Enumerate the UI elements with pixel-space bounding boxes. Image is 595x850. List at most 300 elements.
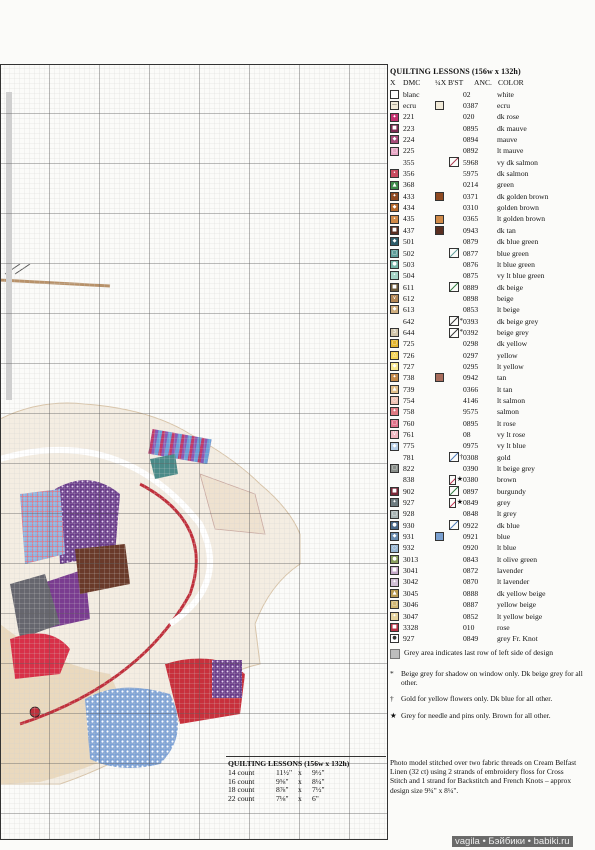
legend-row [390,565,590,576]
symbol-cell [390,339,401,348]
count-rows [226,769,386,803]
symbol-swatch: ○ [390,544,399,553]
symbol-cell [390,578,401,587]
legend-row [390,372,590,383]
anchor-number: 0975 [463,441,479,451]
symbol-swatch: ✦ [390,612,399,621]
dmc-number: 902 [403,486,415,496]
legend-row [390,520,590,531]
symbol-swatch: ✦ [390,498,399,507]
legend-row [390,236,590,247]
legend-row [390,338,590,349]
legend-row [390,633,590,644]
backstitch-swatch [449,475,456,485]
anchor-number: 0870 [463,577,479,587]
color-name: lt yellow [497,361,524,371]
count-cell: x [298,793,302,803]
legend-row [390,554,590,565]
color-name: yellow [497,350,518,360]
symbol-swatch: ✦ [390,373,399,382]
grey-swatch [390,649,400,659]
symbol-swatch: ● [390,260,399,269]
count-cell: x [298,785,302,795]
symbol-cell [390,90,401,99]
symbol-cell [390,305,401,314]
count-cell: 8⅞" [276,785,289,795]
backstitch-swatch [449,282,459,292]
backstitch-mark: † [459,452,463,461]
dmc-number: blanc [403,89,420,99]
dmc-number: 225 [403,146,415,156]
symbol-swatch: ■ [390,283,399,292]
anchor-number: 0371 [463,191,479,201]
symbol-cell [390,328,401,337]
symbol-swatch: ● [390,555,399,564]
symbol-cell [390,510,401,519]
symbol-cell [390,430,401,439]
color-name: burgundy [497,486,526,496]
anchor-number: 0392 [463,327,479,337]
symbol-swatch: ◆ [390,305,399,314]
symbol-swatch: ■ [390,226,399,235]
color-name: grey [497,498,511,508]
dmc-number: 368 [403,180,415,190]
quarter-cell [435,532,449,541]
color-name: lt rose [497,418,516,428]
color-name: lt beige [497,305,520,315]
dmc-number: 642 [403,316,415,326]
dmc-number: 3045 [403,588,419,598]
dmc-number: 927 [403,498,415,508]
legend-row [390,440,590,451]
dmc-number: 502 [403,248,415,258]
symbol-cell [390,600,401,609]
legend-row [390,282,590,293]
anchor-number: 0879 [463,237,479,247]
symbol-cell [390,135,401,144]
anchor-number: 0310 [463,203,479,213]
symbol-cell [390,271,401,280]
legend-row [390,179,590,190]
color-name: ecru [497,101,511,111]
symbol-swatch: △ [390,351,399,360]
symbol-swatch: ◆ [390,237,399,246]
color-name: dk beige [497,282,523,292]
count-cell: 18 count [228,785,255,795]
anchor-number: 0849 [463,634,479,644]
dmc-number: 3046 [403,600,419,610]
count-cell: x [298,768,302,777]
quarter-cell [435,373,449,382]
dmc-number: 927 [403,634,415,644]
fabric-count-table [226,756,386,849]
anchor-number: 0897 [463,486,479,496]
footnote-mark: * [390,668,394,678]
color-name: lavender [497,566,524,576]
legend-row [390,191,590,202]
backstitch-swatch [449,328,459,338]
backstitch-swatch [449,316,459,326]
color-name: dk yellow beige [497,588,546,598]
dmc-number: 754 [403,395,415,405]
footnote-text: Beige grey for shadow on window only. Dk beige grey for all other. [401,668,583,687]
anchor-number: 0365 [463,214,479,224]
footnotes [390,669,590,721]
symbol-swatch: ✦ [390,407,399,416]
quarter-stitch-swatch [435,192,444,201]
anchor-number: 0921 [463,532,479,542]
symbol-cell [390,215,401,224]
count-table-title: QUILTING LESSONS (156w x 132h) [228,759,350,768]
symbol-cell [390,373,401,382]
color-name: dk yellow [497,339,528,349]
color-name: lt grey [497,509,517,519]
symbol-swatch: ● [390,634,399,643]
color-name: dk mauve [497,123,527,133]
dmc-number: 611 [403,282,415,292]
legend-row [390,452,590,463]
symbol-swatch: ✦ [390,192,399,201]
anchor-number: 0853 [463,305,479,315]
symbol-cell [390,634,401,643]
dmc-number: 928 [403,509,415,519]
legend-row [390,168,590,179]
color-name: dk golden brown [497,191,549,201]
symbol-swatch [390,90,399,99]
count-cell: 7⅛" [276,793,289,803]
backstitch-swatch [449,520,459,530]
symbol-swatch: □ [390,339,399,348]
symbol-cell [390,101,401,110]
footnote-mark: † [390,694,394,704]
quarter-stitch-swatch [435,226,444,235]
color-name: beige grey [497,327,529,337]
dmc-number: 355 [403,157,415,167]
symbol-cell [390,555,401,564]
dmc-number: 838 [403,475,415,485]
anchor-number: 0942 [463,373,479,383]
backstitch-swatch [449,248,459,258]
legend-row [390,259,590,270]
anchor-number: 0895 [463,418,479,428]
dmc-number: 760 [403,418,415,428]
symbol-cell [390,226,401,235]
symbol-swatch: ◆ [390,203,399,212]
color-name: dk salmon [497,169,529,179]
anchor-number: 0849 [463,498,479,508]
color-name: lt blue [497,543,517,553]
color-name: lt mauve [497,146,524,156]
color-name: salmon [497,407,519,417]
legend-row [390,157,590,168]
dmc-number: 761 [403,430,415,439]
dmc-number: 931 [403,532,415,542]
symbol-swatch: ◆ [390,532,399,541]
symbol-cell [390,442,401,451]
color-name: yellow beige [497,600,537,610]
symbol-cell [390,362,401,371]
legend-row [390,599,590,610]
dmc-number: 3042 [403,577,419,587]
dmc-number: 726 [403,350,415,360]
legend-row [390,576,590,587]
dmc-number: ecru [403,101,417,111]
anchor-number: 0892 [463,146,479,156]
legend-row [390,293,590,304]
anchor-number: 0366 [463,384,479,394]
dmc-number: 503 [403,259,415,269]
dmc-number: 224 [403,135,415,145]
symbol-swatch: □ [390,147,399,156]
anchor-number: 0843 [463,554,479,564]
color-name: lt blue green [497,259,535,269]
color-name: vy lt blue green [497,271,545,281]
color-name: dk tan [497,225,516,235]
anchor-number: 0894 [463,135,479,145]
anchor-number: 0920 [463,543,479,553]
dmc-number: 3328 [403,622,419,632]
symbol-cell [390,203,401,212]
color-name: lt golden brown [497,214,546,224]
symbol-cell [390,294,401,303]
symbol-swatch: □ [390,249,399,258]
color-name: lt lavender [497,577,530,587]
symbol-cell [390,612,401,621]
anchor-number: 0888 [463,588,479,598]
anchor-number: 0295 [463,361,479,371]
color-name: lt beige grey [497,464,535,474]
symbol-swatch: ■ [390,623,399,632]
symbol-swatch: ■ [390,124,399,133]
backstitch-mark: ★ [456,498,463,507]
count-cell: 8¼" [312,776,325,786]
backstitch-cell [449,486,463,496]
dmc-number: 3041 [403,566,419,576]
dmc-number: 932 [403,543,415,553]
dmc-number: 435 [403,214,415,224]
count-cell: x [298,776,302,786]
backstitch-mark: ★ [456,475,463,484]
symbol-swatch: • [390,271,399,280]
symbol-cell [390,283,401,292]
legend-row [390,327,590,338]
symbol-swatch: ○ [390,396,399,405]
header-color: COLOR [498,78,524,88]
anchor-number: 0872 [463,566,479,576]
color-name: tan [497,373,507,383]
symbol-swatch: □ [390,464,399,473]
color-name: grey Fr. Knot [497,634,538,644]
symbol-swatch: ◆ [390,135,399,144]
color-name: dk beige grey [497,316,539,326]
quarter-stitch-swatch [435,101,444,110]
dmc-number: 501 [403,237,415,247]
anchor-number: 0393 [463,316,479,326]
color-name: blue [497,532,511,542]
symbol-swatch: • [390,169,399,178]
dmc-number: 727 [403,361,415,371]
footnote-text: Gold for yellow flowers only. Dk blue for all other. [401,694,553,704]
anchor-number: 0390 [463,464,479,474]
header-x: X [390,78,396,88]
footnote [390,694,590,703]
legend-row [390,429,590,440]
dmc-number: 223 [403,123,415,133]
anchor-number: 4146 [463,395,479,405]
symbol-cell [390,464,401,473]
symbol-cell [390,169,401,178]
symbol-swatch: ● [390,521,399,530]
color-name: vy lt rose [497,430,526,439]
quarter-cell [435,101,449,110]
color-name: blue green [497,248,529,258]
symbol-cell [390,237,401,246]
header-quarter-x: ¼X [435,78,447,88]
anchor-number: 0898 [463,293,479,303]
legend-row [390,395,590,406]
symbol-cell [390,419,401,428]
symbol-swatch: V [390,430,399,439]
symbol-swatch: ◆ [390,362,399,371]
anchor-number: 0887 [463,600,479,610]
color-name: vy lt blue [497,441,526,451]
legend-title: QUILTING LESSONS (156w x 132h) [390,67,521,76]
legend-row [390,474,590,485]
symbol-swatch: ✦ [390,113,399,122]
footnote [390,711,590,720]
legend-row [390,225,590,236]
legend-row [390,406,590,417]
anchor-number: 5975 [463,169,479,179]
legend-header [390,77,590,88]
anchor-number: 9575 [463,407,479,417]
grey-area-note [390,647,590,659]
count-cell: 11½" [276,768,293,777]
footnote [390,669,590,688]
header-anchor: ANC. [474,78,492,88]
backstitch-cell [449,316,463,327]
legend-row [390,145,590,156]
dmc-number: 613 [403,305,415,315]
symbol-cell [390,498,401,507]
dmc-number: 725 [403,339,415,349]
legend-row [390,123,590,134]
backstitch-swatch [449,157,459,167]
dmc-number: 504 [403,271,415,281]
color-name: gold [497,452,511,462]
color-name: dk rose [497,112,520,122]
backstitch-cell [449,248,463,258]
symbol-cell [390,113,401,122]
symbol-cell [390,623,401,632]
backstitch-cell [449,520,463,530]
dmc-number: 356 [403,169,415,179]
legend-row [390,418,590,429]
symbol-cell [390,192,401,201]
legend-row [390,542,590,553]
anchor-number: 0922 [463,520,479,530]
legend-row [390,89,590,100]
symbol-cell [390,589,401,598]
legend-row [390,248,590,259]
color-name: dk blue green [497,237,539,247]
legend-row [390,497,590,508]
footnote-mark: ★ [390,710,397,720]
legend-row [390,531,590,542]
symbol-cell [390,351,401,360]
anchor-number: 020 [463,112,475,122]
symbol-swatch: • [390,215,399,224]
dmc-number: 775 [403,441,415,451]
count-cell: 9½" [312,768,325,777]
color-name: golden brown [497,203,539,213]
quarter-cell [435,226,449,235]
count-cell: 6" [312,793,319,803]
color-name: beige [497,293,514,303]
symbol-swatch: ▲ [390,181,399,190]
legend-row [390,316,590,327]
dmc-number: 434 [403,203,415,213]
legend-row [390,486,590,497]
legend-row [390,350,590,361]
legend-row [390,361,590,372]
symbol-cell [390,181,401,190]
count-cell: 7½" [312,785,325,795]
backstitch-swatch [449,498,456,508]
dmc-number: 3013 [403,554,419,564]
anchor-number: 0943 [463,225,479,235]
backstitch-cell [449,497,463,508]
symbol-cell [390,385,401,394]
quarter-cell [435,215,449,224]
symbol-swatch: □ [390,600,399,609]
header-backstitch: B'ST [448,78,464,88]
legend-row [390,202,590,213]
dmc-number: 822 [403,464,415,474]
symbol-swatch: ▲ [390,385,399,394]
legend-row [390,622,590,633]
legend-row [390,611,590,622]
symbol-swatch: □ [390,510,399,519]
backstitch-cell [449,327,463,338]
symbol-cell [390,544,401,553]
dmc-number: 644 [403,327,415,337]
color-name: rose [497,622,510,632]
symbol-cell [390,147,401,156]
anchor-number: 0380 [463,475,479,485]
legend-row [390,134,590,145]
symbol-cell [390,532,401,541]
header-dmc: DMC [403,78,421,88]
symbol-cell [390,487,401,496]
symbol-swatch: ■ [390,487,399,496]
dmc-number: 433 [403,191,415,201]
backstitch-cell [449,474,463,485]
color-key [390,66,590,727]
dmc-number: 781 [403,452,415,462]
model-note: Photo model stitched over two fabric threads on Cream Belfast Linen (32 ct) using 2 strands of embroidery floss for Cross Stitch and 1 strand for Backstitch and French Knots – approx design size 9¾" x 8¼". [390,758,577,795]
symbol-cell [390,566,401,575]
grey-area-text: Grey area indicates last row of left side of design [404,647,554,657]
dmc-number: 3047 [403,611,419,621]
backstitch-cell [449,282,463,292]
symbol-swatch: ◆ [390,442,399,451]
backstitch-mark: * [459,316,463,325]
anchor-number: 5968 [463,157,479,167]
quarter-stitch-swatch [435,532,444,541]
color-name: dk blue [497,520,520,530]
color-name: lt salmon [497,395,526,405]
